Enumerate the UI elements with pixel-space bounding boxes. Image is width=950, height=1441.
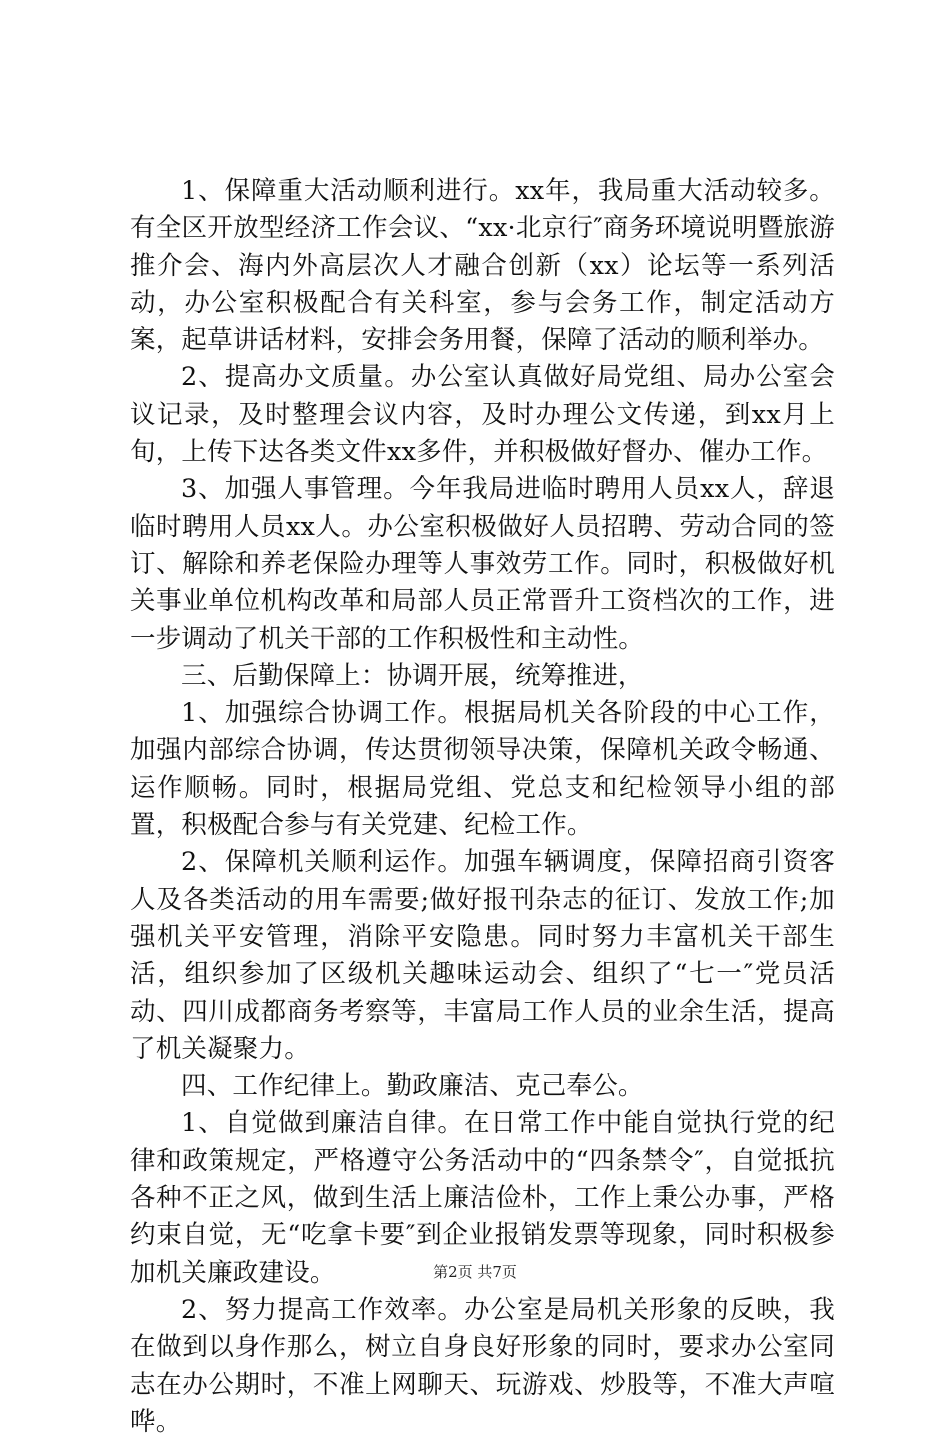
- document-body: [130, 173, 835, 1441]
- paragraph-efficiency: 2、努力提高工作效率。办公室是局机关形象的反映，我在做到以身作那么，树立自身良好形象的同时，要求办公室同志在办公期时，不准上网聊天、玩游戏、炒股等，不准大声喧哗。: [130, 1294, 835, 1437]
- page-number-footer: 第2页 共7页: [433, 1263, 517, 1281]
- section-heading-logistics: 三、后勤保障上：协调开展，统筹推进，: [181, 660, 644, 691]
- paragraph-self-discipline: 1、自觉做到廉洁自律。在日常工作中能自觉执行党的纪律和政策规定，严格遵守公务活动中的“四条禁令″，自觉抵抗各种不正之风，做到生活上廉洁俭朴，工作上秉公办事，严格约束自觉，无“吃拿卡要″到企业报销发票等现象，同时积极参加机关廉政建设。: [130, 1108, 835, 1288]
- paragraph-major-events: 1、保障重大活动顺利进行。xx年，我局重大活动较多。有全区开放型经济工作会议、“xx·北京行″商务环境说明暨旅游推介会、海内外高层次人才融合创新（xx）论坛等一系列活动，办公室积极配合有关科室，参与会务工作，制定活动方案，起草讲话材料，安排会务用餐，保障了活动的顺利举办。: [130, 176, 835, 356]
- paragraph-document-quality: 2、提高办文质量。办公室认真做好局党组、局办公室会议记录，及时整理会议内容，及时办理公文传递，到xx月上旬，上传下达各类文件xx多件，并积极做好督办、催办工作。: [130, 362, 835, 468]
- paragraph-personnel-management: 3、加强人事管理。今年我局进临时聘用人员xx人，辞退临时聘用人员xx人。办公室积极做好人员招聘、劳动合同的签订、解除和养老保险办理等人事效劳工作。同时，积极做好机关事业单位机构改革和局部人员正常晋升工资档次的工作，进一步调动了机关干部的工作积极性和主动性。: [130, 474, 835, 654]
- section-heading-discipline: 四、工作纪律上。勤政廉洁、克己奉公。: [181, 1071, 644, 1102]
- paragraph-coordination: 1、加强综合协调工作。根据局机关各阶段的中心工作，加强内部综合协调，传达贯彻领导决策，保障机关政令畅通、运作顺畅。同时，根据局党组、党总支和纪检领导小组的部置，积极配合参与有关党建、纪检工作。: [130, 698, 835, 841]
- paragraph-operations: 2、保障机关顺利运作。加强车辆调度，保障招商引资客人及各类活动的用车需要;做好报刊杂志的征订、发放工作;加强机关平安管理，消除平安隐患。同时努力丰富机关干部生活，组织参加了区级机关趣味运动会、组织了“七一″党员活动、四川成都商务考察等，丰富局工作人员的业余生活，提高了机关凝聚力。: [130, 847, 835, 1064]
